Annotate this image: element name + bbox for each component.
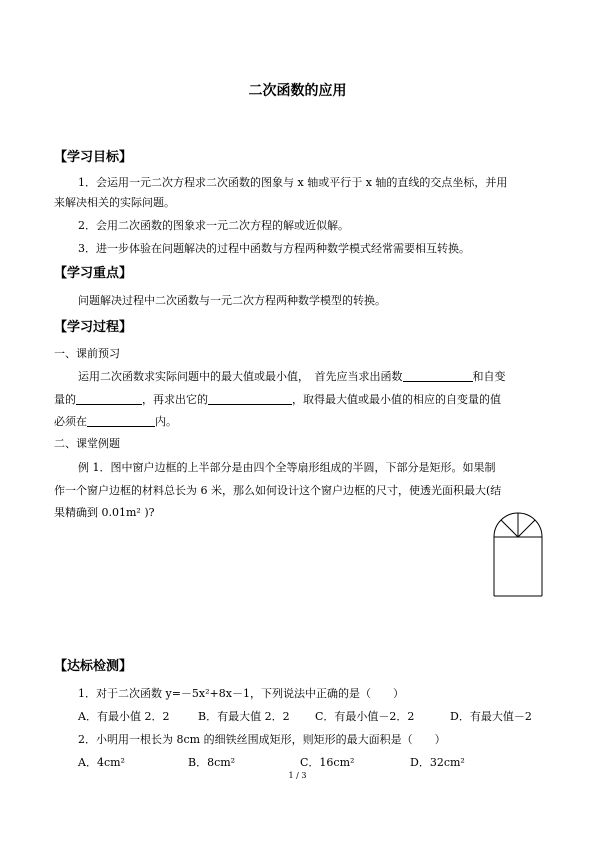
q2-option-d[interactable]: D．32cm² <box>410 756 465 769</box>
q1-option-d[interactable]: D．有最大值－2 <box>450 710 532 723</box>
q1-option-b[interactable]: B．有最大值 2．2 <box>198 710 290 723</box>
question-2: 2．小明用一根长为 8cm 的细铁丝围成矩形，则矩形的最大面积是（ ） <box>78 733 446 746</box>
preview-text-2a: 量的 <box>54 393 76 406</box>
section-heading-process: 【学习过程】 <box>54 320 133 335</box>
preview-text-1b: 和自变 <box>472 370 506 383</box>
window-frame-figure <box>490 510 546 602</box>
preview-text-1a: 运用二次函数求实际问题中的最大值或最小值， 首先应当求出函数 <box>78 370 403 383</box>
page-number: 1 / 3 <box>288 771 307 780</box>
sector-divider-right <box>518 520 535 537</box>
preview-text-2c: ，取得最大值或最小值的相应的自变量的值 <box>292 393 501 406</box>
fill-blank-2[interactable] <box>76 392 142 405</box>
q2-option-c[interactable]: C．16cm² <box>300 756 355 769</box>
preview-line-3 <box>54 414 546 429</box>
section-heading-focus: 【学习重点】 <box>54 266 133 281</box>
fill-blank-3[interactable] <box>208 392 292 405</box>
goal-3: 3．进一步体验在问题解决的过程中函数与方程两种数学模式经常需要相互转换。 <box>78 242 470 255</box>
section-heading-check: 【达标检测】 <box>54 659 133 674</box>
fill-blank-1[interactable] <box>403 369 473 382</box>
fill-blank-4[interactable] <box>87 414 155 427</box>
sector-divider-left <box>501 520 518 537</box>
preview-line-2 <box>54 392 546 407</box>
part-1-heading: 一、课前预习 <box>54 347 120 360</box>
preview-text-2b: ，再求出它的 <box>142 393 208 406</box>
section-heading-goals: 【学习目标】 <box>54 150 133 165</box>
preview-text-3b: 内。 <box>155 415 177 428</box>
example-1-line-2: 作一个窗户边框的材料总长为 6 米，那么如何设计这个窗户边框的尺寸，使透光面积最大(结 <box>54 484 502 497</box>
preview-text-3a: 必须在 <box>54 415 87 428</box>
q2-option-b[interactable]: B．8cm² <box>188 756 236 769</box>
goal-1-line-1: 1．会运用一元二次方程求二次函数的图象与 x 轴或平行于 x 轴的直线的交点坐标，并用 <box>78 176 508 189</box>
part-2-heading: 二、课堂例题 <box>54 437 120 450</box>
q1-option-a[interactable]: A．有最小值 2．2 <box>78 710 170 723</box>
preview-line-1 <box>78 369 546 384</box>
example-1-line-3: 果精确到 0.01m² )? <box>54 506 155 519</box>
focus-text: 问题解决过程中二次函数与一元二次方程两种数学模型的转换。 <box>78 294 386 307</box>
example-1-line-1: 例 1．图中窗户边框的上半部分是由四个全等扇形组成的半圆，下部分是矩形。如果制 <box>78 461 496 474</box>
goal-2: 2．会用二次函数的图象求一元二次方程的解或近似解。 <box>78 219 349 232</box>
q1-option-c[interactable]: C．有最小值－2．2 <box>315 710 415 723</box>
q2-option-a[interactable]: A．4cm² <box>78 756 125 769</box>
page-title: 二次函数的应用 <box>248 83 347 99</box>
question-1: 1．对于二次函数 y=－5x²+8x－1，下列说法中正确的是（ ） <box>78 687 404 700</box>
goal-1-line-2: 来解决相关的实际问题。 <box>54 196 175 209</box>
